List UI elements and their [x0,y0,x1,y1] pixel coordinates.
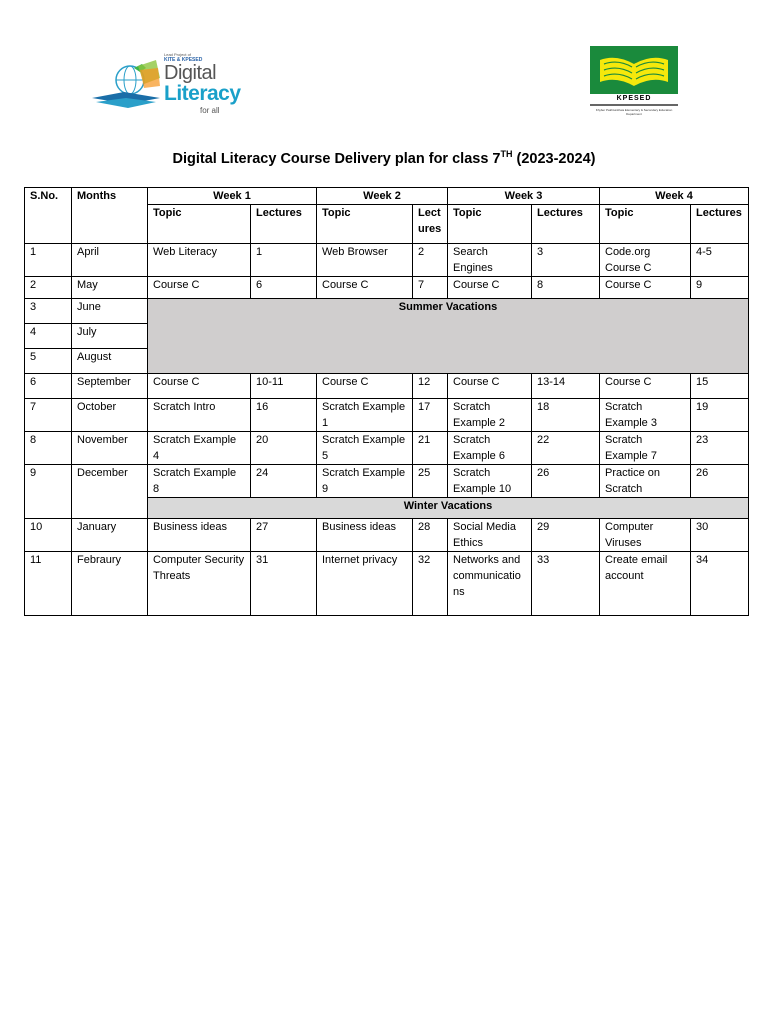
lecture-cell: 17 [413,399,448,432]
topic-cell: Scratch Example 1 [317,399,413,432]
lectures-header: Lectures [532,205,600,244]
logo-project-line: Lead Project of KITE & KPESED [164,52,203,63]
table-row [25,519,749,552]
topic-cell: Create email account [600,552,691,616]
topic-cell: Scratch Example 10 [448,465,532,498]
topic-cell: Computer Security Threats [148,552,251,616]
lecture-cell: 23 [691,432,749,465]
sno-cell: 10 [25,519,72,552]
lecture-cell: 22 [532,432,600,465]
lecture-cell: 6 [251,277,317,299]
topic-cell: Networks and communications [448,552,532,616]
month-cell: September [72,374,148,399]
lectures-header: Lectures [413,205,448,244]
lecture-cell: 33 [532,552,600,616]
lecture-cell: 26 [691,465,749,498]
week4-header: Week 4 [600,188,749,205]
lectures-header: Lectures [251,205,317,244]
topic-cell: Computer Viruses [600,519,691,552]
topic-cell: Scratch Example 7 [600,432,691,465]
topic-cell: Scratch Example 3 [600,399,691,432]
table-row [25,465,749,498]
lecture-cell: 28 [413,519,448,552]
topic-cell: Scratch Example 8 [148,465,251,498]
topic-cell: Web Literacy [148,244,251,277]
month-cell: April [72,244,148,277]
kpesed-name: KPESED [616,95,652,102]
logo-digital-text: Digital [164,62,217,84]
topic-cell: Internet privacy [317,552,413,616]
lecture-cell: 16 [251,399,317,432]
digital-literacy-logo [90,50,240,118]
urdu-script-line [590,104,678,106]
topic-cell: Code.org Course C [600,244,691,277]
table-row [25,299,749,324]
lecture-cell: 3 [532,244,600,277]
lecture-cell: 25 [413,465,448,498]
topic-cell: Scratch Example 4 [148,432,251,465]
lecture-cell: 12 [413,374,448,399]
topic-cell: Scratch Example 2 [448,399,532,432]
sno-cell: 1 [25,244,72,277]
sno-cell: 6 [25,374,72,399]
lecture-cell: 4-5 [691,244,749,277]
sno-header: S.No. [25,188,72,244]
sno-cell: 9 [25,465,72,519]
month-cell: June [72,299,148,324]
topic-cell: Course C [600,277,691,299]
topic-cell: Web Browser [317,244,413,277]
lecture-cell: 1 [251,244,317,277]
lecture-cell: 24 [251,465,317,498]
month-cell: December [72,465,148,519]
topic-cell: Scratch Example 5 [317,432,413,465]
sno-cell: 7 [25,399,72,432]
lecture-cell: 26 [532,465,600,498]
table-row [25,552,749,616]
month-cell: October [72,399,148,432]
topic-cell: Course C [600,374,691,399]
kpesed-logo [590,46,678,118]
logo-literacy-text: Literacy [164,82,241,105]
logo-forall-text: for all [200,106,220,115]
lecture-cell: 9 [691,277,749,299]
table-header-row [25,188,749,205]
lecture-cell: 13-14 [532,374,600,399]
lecture-cell: 21 [413,432,448,465]
month-cell: August [72,349,148,374]
sno-cell: 2 [25,277,72,299]
topic-cell: Scratch Intro [148,399,251,432]
month-cell: November [72,432,148,465]
lectures-header: Lectures [691,205,749,244]
topic-cell: Course C [148,374,251,399]
lecture-cell: 10-11 [251,374,317,399]
lecture-cell: 27 [251,519,317,552]
week1-header: Week 1 [148,188,317,205]
lecture-cell: 18 [532,399,600,432]
table-row [25,277,749,299]
table-row [25,432,749,465]
table-row [25,374,749,399]
topic-cell: Search Engines [448,244,532,277]
month-cell: July [72,324,148,349]
lecture-cell: 7 [413,277,448,299]
winter-vacations-band: Winter Vacations [148,498,749,519]
summer-vacations-band: Summer Vacations [148,299,749,374]
topic-header: Topic [600,205,691,244]
topic-header: Topic [448,205,532,244]
lecture-cell: 2 [413,244,448,277]
topic-cell: Business ideas [148,519,251,552]
lecture-cell: 15 [691,374,749,399]
topic-cell: Social Media Ethics [448,519,532,552]
month-cell: January [72,519,148,552]
topic-cell: Scratch Example 6 [448,432,532,465]
topic-cell: Course C [317,277,413,299]
sno-cell: 5 [25,349,72,374]
table-row [25,399,749,432]
kpesed-subtitle: Khyber Pakhtunkhwa Elementary & Secondary Education Department [595,108,673,116]
page-title: Digital Literacy Course Delivery plan for class 7TH (2023-2024) [172,149,596,167]
topic-cell: Course C [148,277,251,299]
topic-cell: Course C [448,374,532,399]
sno-cell: 8 [25,432,72,465]
sno-cell: 4 [25,324,72,349]
sno-cell: 11 [25,552,72,616]
course-plan-table [24,187,749,616]
lecture-cell: 31 [251,552,317,616]
sno-cell: 3 [25,299,72,324]
lecture-cell: 8 [532,277,600,299]
table-row [25,244,749,277]
lecture-cell: 29 [532,519,600,552]
topic-header: Topic [317,205,413,244]
lecture-cell: 32 [413,552,448,616]
topic-cell: Business ideas [317,519,413,552]
month-cell: May [72,277,148,299]
globe-book-icon [90,58,164,114]
lecture-cell: 19 [691,399,749,432]
week2-header: Week 2 [317,188,448,205]
open-book-icon [590,46,678,94]
topic-cell: Scratch Example 9 [317,465,413,498]
months-header: Months [72,188,148,244]
lecture-cell: 20 [251,432,317,465]
week3-header: Week 3 [448,188,600,205]
lecture-cell: 30 [691,519,749,552]
topic-cell: Course C [448,277,532,299]
topic-cell: Practice on Scratch [600,465,691,498]
month-cell: Febraury [72,552,148,616]
topic-cell: Course C [317,374,413,399]
topic-header: Topic [148,205,251,244]
lecture-cell: 34 [691,552,749,616]
